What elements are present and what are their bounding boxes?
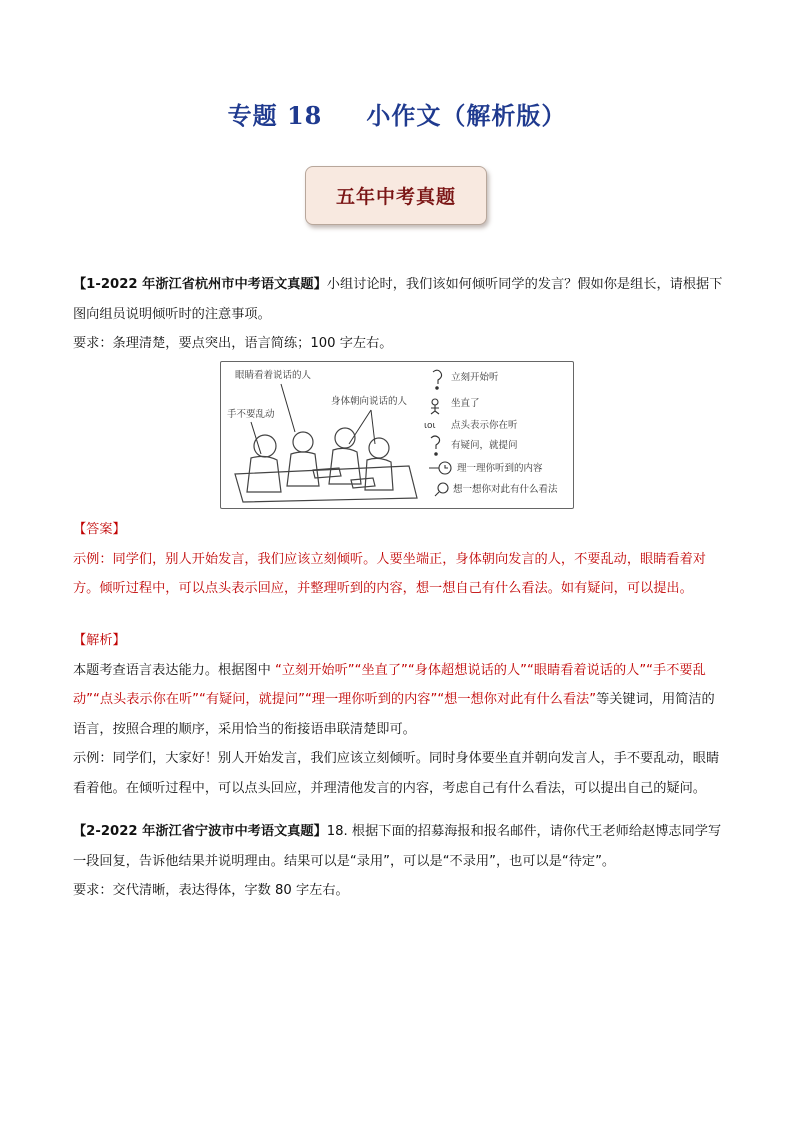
- title-topic-name: 小作文（解析版）: [366, 101, 567, 130]
- figure-list-item-6: 想一想你对此有什么看法: [453, 484, 558, 495]
- q1-prompt: 小组讨论时，我们该如何倾听同学的发言？假如你是组长，请根据下图向组员说明倾听时的注意事项。: [73, 277, 723, 322]
- analysis-tail: 等关键词，用简洁的语言，按照合理的顺序，采用恰当的衔接语串联清楚即可。: [73, 692, 715, 737]
- page-title: [0, 96, 794, 131]
- section-label: 五年中考真题: [335, 186, 456, 208]
- figure-list-icons: [424, 370, 451, 496]
- analysis-keywords: “立刻开始听”“坐直了”“身体超想说话的人”“眼睛看着说话的人”“手不要乱动”“点头表示你在听”“有疑问，就提问”“理一理你听到的内容”“想一想你对此有什么看法”: [73, 662, 706, 707]
- analysis-example: 示例：同学们，大家好！别人开始发言，我们应该立刻倾听。同时身体要坐直并朝向发言人，手不要乱动，眼睛看着他。在倾听过程中，可以点头回应，并理清他发言的内容，考虑自己有什么看法，可以提出自己的疑问。: [73, 751, 720, 796]
- answer-section: [73, 515, 725, 604]
- listening-illustration: [220, 361, 574, 509]
- figure-list-item-2: 坐直了: [451, 398, 480, 409]
- figure-list-item-3: 点头表示你在听: [451, 420, 518, 431]
- children-drawing: [235, 428, 417, 502]
- answer-heading: 【答案】: [73, 522, 126, 537]
- q1-requirement: 要求：条理清楚，要点突出，语言简练；100 字左右。: [73, 336, 393, 351]
- title-topic-number: 专题 18: [227, 101, 323, 130]
- question-2: [73, 817, 725, 906]
- figure-label-hands: 手不要乱动: [227, 409, 275, 420]
- figure-label-eyes: 眼睛看着说话的人: [235, 370, 312, 381]
- analysis-intro: 本题考查语言表达能力。根据图中: [73, 662, 271, 678]
- section-label-box: [305, 166, 487, 225]
- answer-text: 示例：同学们，别人开始发言，我们应该立刻倾听。人要坐端正，身体朝向发言的人，不要乱动，眼睛看着对方。倾听过程中，可以点头表示回应，并整理听到的内容，想一想自己有什么看法。如有疑问，可以提出。: [73, 551, 706, 596]
- svg-text:ɩoɩ: ɩoɩ: [424, 421, 436, 431]
- figure-list-item-5: 理一理你听到的内容: [457, 463, 543, 474]
- q2-prompt: 18. 根据下面的招募海报和报名邮件，请你代王老师给赵博志同学写一段回复，告诉他结果并说明理由。结果可以是“录用”，可以是“不录用”，也可以是“待定”。: [73, 824, 722, 869]
- figure-label-body: 身体朝向说话的人: [331, 396, 408, 407]
- q1-source: 【1-2022 年浙江省杭州市中考语文真题】: [73, 277, 327, 292]
- figure-list-item-4: 有疑问，就提问: [451, 440, 518, 451]
- analysis-section: [73, 626, 725, 803]
- q2-requirement: 要求：交代清晰，表达得体，字数 80 字左右。: [73, 883, 349, 898]
- analysis-heading: 【解析】: [73, 633, 126, 648]
- question-1: [73, 270, 725, 359]
- figure-list-item-1: 立刻开始听: [451, 372, 499, 383]
- q2-source: 【2-2022 年浙江省宁波市中考语文真题】: [73, 824, 327, 839]
